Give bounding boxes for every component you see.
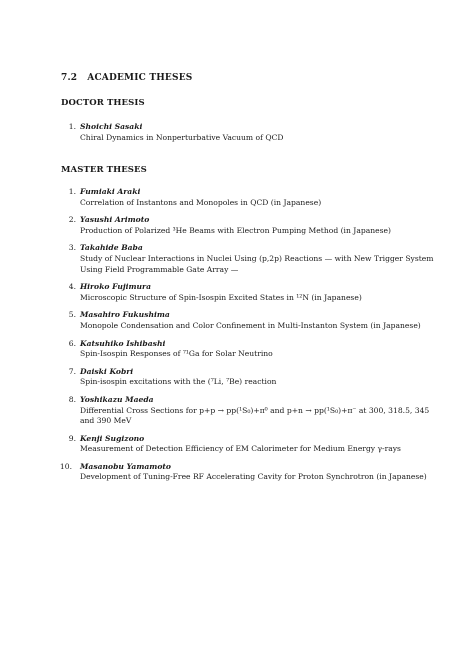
list-item xyxy=(61,187,441,208)
item-title: Monopole Condensation and Color Confinement in Multi-Instanton System (in Japanese) xyxy=(80,320,421,330)
item-title: Spin-isospin excitations with the (⁷Li, ⁷Be) reaction xyxy=(80,377,277,387)
item-number: 9. xyxy=(68,433,76,443)
list-item xyxy=(61,434,441,455)
doctor-thesis-heading: DOCTOR THESIS xyxy=(61,98,145,108)
item-number: 8. xyxy=(68,394,76,404)
list-item xyxy=(61,243,441,275)
item-number: 3. xyxy=(68,243,76,253)
list-item xyxy=(61,310,441,331)
item-title: Study of Nuclear Interactions in Nuclei Using (p,2p) Reactions — with New Trigger System Using Field Programmable Gate Array — xyxy=(80,253,434,274)
item-number: 6. xyxy=(68,338,76,348)
item-author: Fumiaki Araki xyxy=(80,187,141,196)
item-author: Katsuhiko Ishibashi xyxy=(80,338,166,348)
item-number: 1. xyxy=(68,187,76,196)
item-title: Spin-Isospin Responses of ⁷¹Ga for Solar Neutrino xyxy=(80,349,273,359)
item-title: Correlation of Instantons and Monopoles in QCD (in Japanese) xyxy=(80,197,322,207)
list-item xyxy=(61,462,441,483)
master-theses-list xyxy=(61,187,441,490)
list-item xyxy=(61,339,441,360)
master-theses-heading: MASTER THESES xyxy=(61,165,147,175)
item-number: 5. xyxy=(68,310,76,320)
list-item xyxy=(61,367,441,388)
item-title: Measurement of Detection Efficiency of EM Calorimeter for Medium Energy γ-rays xyxy=(80,444,401,454)
section-heading: ACADEMIC THESES xyxy=(87,73,193,83)
item-author: Daiski Kobri xyxy=(80,366,134,376)
item-title: Differential Cross Sections for p+p → pp(¹S₀)+π⁰ and p+n → pp(¹S₀)+π⁻ at 300, 318.5, 345 and 390 MeV xyxy=(80,405,430,426)
item-number: 4. xyxy=(68,282,76,292)
doctor-thesis-list xyxy=(61,122,441,150)
list-item xyxy=(61,215,441,236)
item-number: 2. xyxy=(68,215,76,225)
list-item xyxy=(61,282,441,303)
item-title: Production of Polarized ³He Beams with Electron Pumping Method (in Japanese) xyxy=(80,225,391,235)
list-item xyxy=(61,395,441,427)
item-number: 10. xyxy=(59,461,72,471)
item-author: Masanobu Yamamoto xyxy=(80,461,171,471)
item-number: 7. xyxy=(68,366,76,376)
item-number: 1. xyxy=(68,122,76,131)
section-number: 7.2 xyxy=(61,73,78,83)
section-title xyxy=(61,73,192,83)
item-author: Yasushi Arimoto xyxy=(80,215,150,225)
item-title: Chiral Dynamics in Nonperturbative Vacuum of QCD xyxy=(80,132,284,142)
item-title: Microscopic Structure of Spin-Isospin Excited States in ¹²N (in Japanese) xyxy=(80,292,362,302)
item-author: Yoshikazu Maeda xyxy=(80,394,154,404)
item-author: Kenji Sugizono xyxy=(80,433,145,443)
list-item xyxy=(61,122,441,143)
item-author: Shoichi Sasaki xyxy=(80,122,143,131)
item-author: Hiroko Fujimura xyxy=(80,282,151,292)
item-author: Masahiro Fukushima xyxy=(80,310,170,320)
item-author: Takahide Baba xyxy=(80,243,143,253)
item-title: Development of Tuning-Free RF Accelerating Cavity for Proton Synchrotron (in Japanese) xyxy=(80,472,427,482)
